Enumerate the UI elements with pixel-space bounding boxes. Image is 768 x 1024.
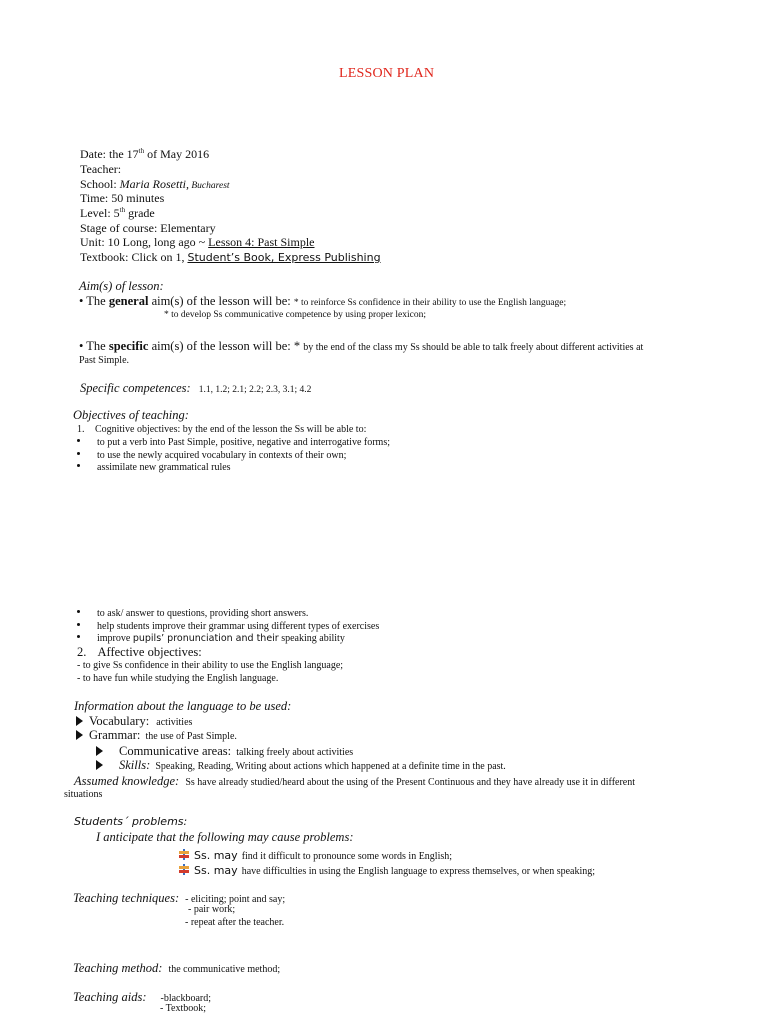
arrow-icon (76, 730, 83, 740)
vocabulary-line (76, 714, 192, 729)
assumed-label: Assumed knowledge: (74, 774, 180, 788)
list-item (77, 621, 380, 632)
aid-item: -blackboard; (160, 993, 212, 1004)
level-line (80, 206, 155, 221)
date-suffix: of May 2016 (144, 147, 210, 161)
improve-pre: improve (97, 633, 133, 644)
objectives-heading: Objectives of teaching: (73, 408, 189, 422)
list-item-text: assimilate new grammatical rules (97, 462, 231, 473)
unit-line (80, 235, 315, 250)
problem-text: find it difficult to pronounce some words in English; (241, 851, 453, 862)
bullet-icon (77, 452, 80, 455)
bullet-icon (77, 623, 80, 626)
skills-line (96, 758, 506, 773)
cognitive-num: 1. (77, 424, 85, 435)
method-label: Teaching method: (73, 961, 163, 975)
problem-label: Ss. may (194, 864, 238, 877)
vocab-label: Vocabulary: (89, 714, 150, 728)
aids-label: Teaching aids: (73, 990, 147, 1004)
unit-lesson-link: Lesson 4: Past Simple (208, 235, 315, 249)
affective-line (77, 645, 202, 660)
competences-line (80, 379, 311, 397)
general-word: general (108, 294, 149, 308)
comm-label: Communicative areas: (119, 744, 232, 758)
techniques-label: Teaching techniques: (73, 891, 180, 905)
date-line (80, 147, 209, 162)
assumed-value: Ss have already studied/heard about the using of the Present Continuous and they have already use it in different (185, 777, 636, 788)
specific-post: aim(s) of the lesson will be: * (148, 339, 304, 353)
communicative-line (96, 744, 353, 759)
unit-prefix: Unit: 10 Long, long ago ~ (80, 235, 209, 249)
arrow-icon (96, 746, 103, 756)
techniques-line (73, 889, 285, 907)
bullet-icon (77, 464, 80, 467)
flag-bullet-icon (179, 864, 190, 875)
problems-heading: Students´ problems: (74, 815, 188, 828)
list-item-text (97, 633, 345, 644)
vocab-value: activities (156, 717, 193, 728)
general-aim-2: * to develop Ss communicative competence by using proper lexicon; (164, 310, 426, 320)
bullet-icon (77, 635, 80, 638)
time-line: Time: 50 minutes (80, 191, 165, 205)
bullet-icon (77, 439, 80, 442)
textbook-book: Student’s Book, Express Publishing (187, 251, 381, 264)
assumed-value-2: situations (64, 789, 103, 800)
school-city: Bucharest (189, 181, 230, 191)
affective-item: - to give Ss confidence in their ability to use the English language; (77, 660, 344, 671)
specific-aim-line (79, 339, 643, 354)
method-value: the communicative method; (168, 964, 281, 975)
specific-aim-2: Past Simple. (79, 355, 130, 366)
problem-item (179, 861, 595, 879)
school-label: School: (80, 177, 120, 191)
date-sup: th (138, 147, 145, 155)
language-heading: Information about the language to be used: (74, 699, 292, 713)
cognitive-text: Cognitive objectives: by the end of the lesson the Ss will be able to: (95, 424, 367, 435)
list-item (77, 450, 347, 461)
list-item-text: to put a verb into Past Simple, positive, negative and interrogative forms; (97, 437, 390, 448)
list-item-text: to ask/ answer to questions, providing short answers. (97, 608, 309, 619)
school-name: Maria Rosetti, (119, 177, 189, 191)
problem-label: Ss. may (194, 849, 238, 862)
method-line (73, 959, 280, 977)
general-aim-1: * to reinforce Ss confidence in their ability to use the English language; (293, 298, 567, 308)
grammar-label: Grammar: (89, 728, 141, 742)
level-prefix: Level: 5 (80, 206, 120, 220)
date-prefix: Date: the 17 (80, 147, 139, 161)
specific-word: specific (108, 339, 149, 353)
arrow-icon (76, 716, 83, 726)
improve-mid: pupils’ pronunciation and their (132, 633, 279, 644)
affective-item: - to have fun while studying the English language. (77, 673, 279, 684)
improve-post: speaking ability (278, 633, 345, 644)
comm-value: talking freely about activities (236, 747, 354, 758)
technique-item: - eliciting; point and say; (185, 894, 286, 905)
grammar-line (76, 728, 237, 743)
textbook-prefix: Textbook: Click on 1, (80, 250, 188, 264)
technique-item: - repeat after the teacher. (185, 917, 285, 928)
aims-heading: Aim(s) of lesson: (79, 279, 164, 293)
cognitive-line (77, 424, 366, 435)
bullet-icon: • (79, 339, 84, 353)
flag-bullet-icon (179, 849, 190, 860)
affective-num: 2. (77, 645, 87, 659)
list-item (77, 633, 345, 644)
general-pre: The (86, 294, 109, 308)
aid-item: - Textbook; (160, 1003, 207, 1014)
specific-pre: The (86, 339, 109, 353)
technique-item: - pair work; (188, 904, 236, 915)
textbook-line (80, 250, 381, 265)
affective-text: Affective objectives: (97, 645, 202, 659)
stage-line: Stage of course: Elementary (80, 221, 216, 235)
skills-value: Speaking, Reading, Writing about actions which happened at a definite time in the past. (155, 761, 506, 772)
anticipate-line: I anticipate that the following may cause problems: (96, 830, 354, 844)
bullet-icon (77, 610, 80, 613)
problem-text: have difficulties in using the English language to express themselves, or when speaking; (241, 866, 596, 877)
competences-value: 1.1, 1.2; 2.1; 2.2; 2.3, 3.1; 4.2 (198, 385, 312, 395)
teacher-line: Teacher: (80, 162, 122, 176)
list-item (77, 437, 390, 448)
general-post: aim(s) of the lesson will be: (148, 294, 294, 308)
list-item (77, 608, 309, 619)
skills-label: Skills: (119, 758, 151, 772)
general-aim-line (79, 294, 566, 309)
specific-aim-1: by the end of the class my Ss should be able to talk freely about different activities at (303, 342, 644, 353)
grammar-value: the use of Past Simple. (145, 731, 237, 742)
assumed-line (74, 774, 635, 789)
list-item (77, 462, 231, 473)
arrow-icon (96, 760, 103, 770)
page-title: LESSON PLAN (339, 66, 435, 81)
competences-label: Specific competences: (80, 381, 191, 395)
bullet-icon: • (79, 294, 84, 308)
level-sup: th (119, 206, 126, 214)
level-suffix: grade (125, 206, 155, 220)
list-item-text: to use the newly acquired vocabulary in contexts of their own; (97, 450, 347, 461)
list-item-text: help students improve their grammar using different types of exercises (97, 621, 380, 632)
